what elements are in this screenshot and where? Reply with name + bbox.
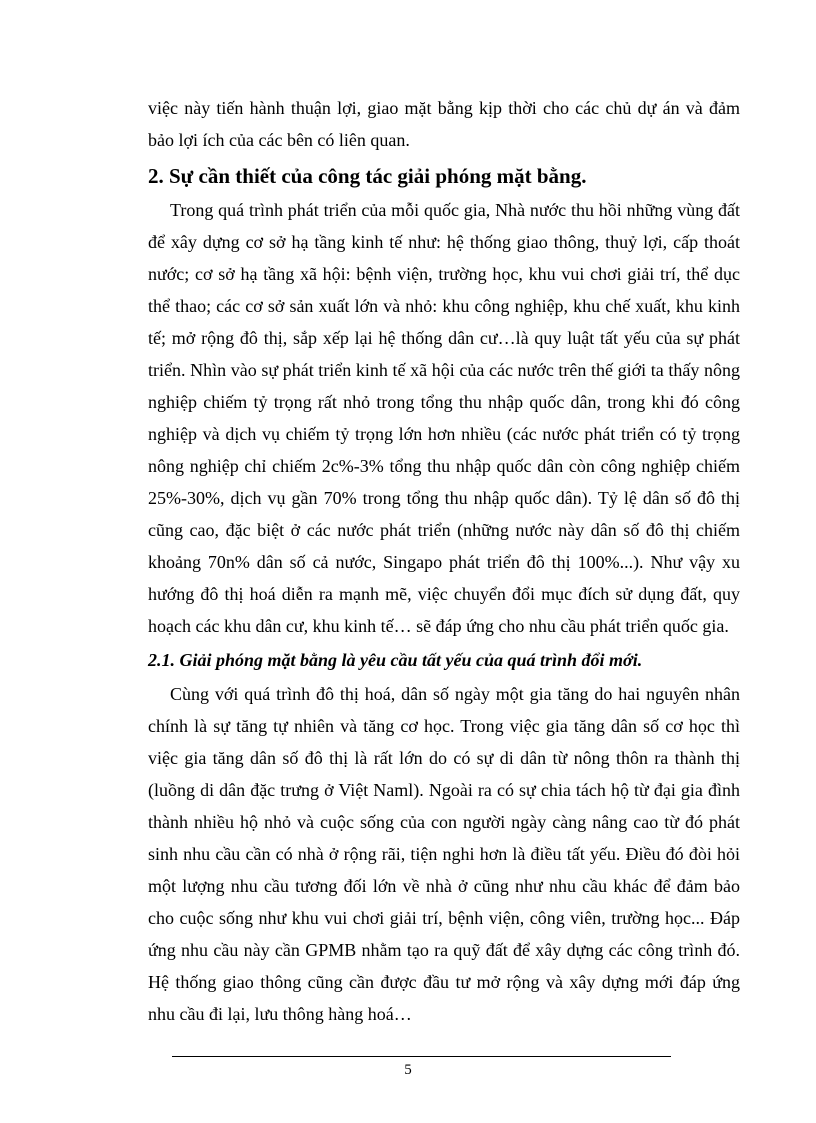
subsection-heading: 2.1. Giải phóng mặt bằng là yêu cầu tất yếu của quá trình đổi mới. xyxy=(148,650,643,670)
page-number: 5 xyxy=(404,1062,412,1078)
paragraph-urbanization: Cùng với quá trình đô thị hoá, dân số ngày một gia tăng do hai nguyên nhân chính là sự tăng tự nhiên và tăng cơ học. Trong việc gia tăng dân số cơ học thì việc gia tăng dân số đô thị là rất lớn do có sự di dân từ nông thôn ra thành thị (luồng di dân đặc trưng ở Việt Naml). Ngoài ra có sự chia tách hộ từ đại gia đình thành nhiều hộ nhỏ và cuộc sống của con người ngày càng nâng cao từ đó phát sinh nhu cầu cần có nhà ở rộng rãi, tiện nghi hơn là điều tất yếu. Điều đó đòi hỏi một lượng nhu cầu tương đối lớn về nhà ở cũng như nhu cầu khác để đảm bảo cho cuộc sống như khu vui chơi giải trí, bệnh viện, công viên, trường học... Đáp ứng nhu cầu này cần GPMB nhằm tạo ra quỹ đất để xây dựng các công trình đó. Hệ thống giao thông cũng cần được đầu tư mở rộng và xây dựng mới đáp ứng nhu cầu đi lại, lưu thông hàng hoá… xyxy=(148,684,740,1024)
footer-divider xyxy=(172,1056,671,1057)
page-body xyxy=(148,92,740,1030)
section-heading: 2. Sự cần thiết của công tác giải phóng mặt bằng. xyxy=(148,164,587,188)
paragraph-necessity: Trong quá trình phát triển của mỗi quốc gia, Nhà nước thu hồi những vùng đất để xây dựng cơ sở hạ tầng kinh tế như: hệ thống giao thông, thuỷ lợi, cấp thoát nước; cơ sở hạ tầng xã hội: bệnh viện, trường học, khu vui chơi giải trí, thể dục thể thao; các cơ sở sản xuất lớn và nhỏ: khu công nghiệp, khu chế xuất, khu kinh tế; mở rộng đô thị, sắp xếp lại hệ thống dân cư…là quy luật tất yếu của sự phát triển. Nhìn vào sự phát triển kinh tế xã hội của các nước trên thế giới ta thấy nông nghiệp chiếm tỷ trọng rất nhỏ trong tổng thu nhập quốc dân, trong khi đó công nghiệp và dịch vụ chiếm tỷ trọng lớn hơn nhiều (các nước phát triển có tỷ trọng nông nghiệp chỉ chiếm 2c%-3% tổng thu nhập quốc dân còn công nghiệp chiếm 25%-30%, dịch vụ gần 70% trong tổng thu nhập quốc dân). Tỷ lệ dân số đô thị cũng cao, đặc biệt ở các nước phát triển (những nước này dân số đô thị chiếm khoảng 70n% dân số cả nước, Singapo phát triển đô thị 100%...). Như vậy xu hướng đô thị hoá diễn ra mạnh mẽ, việc chuyển đổi mục đích sử dụng đất, quy hoạch các khu dân cư, khu kinh tế… sẽ đáp ứng cho nhu cầu phát triển quốc gia. xyxy=(148,200,740,636)
paragraph-continuation: việc này tiến hành thuận lợi, giao mặt bằng kịp thời cho các chủ dự án và đảm bảo lợi ích của các bên có liên quan. xyxy=(148,98,740,150)
